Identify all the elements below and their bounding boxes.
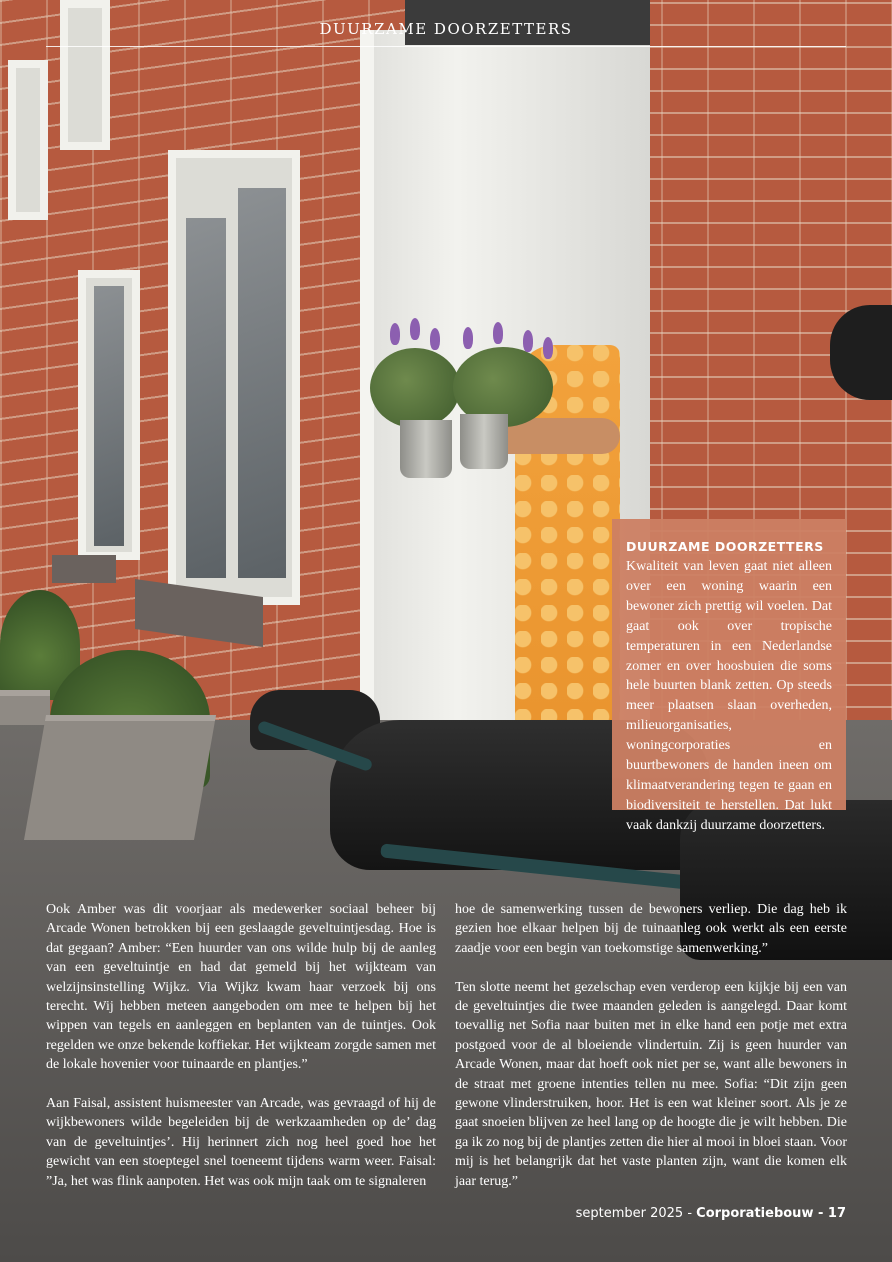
article-paragraph: hoe de samenwerking tussen de bewoners verliep. Die dag heb ik gezien hoe elkaar helpen bij de tuinaanleg ook werkt als een eerste zaadje voor een begin van toekomstige samenwerking.” xyxy=(455,902,847,956)
page-footer xyxy=(576,1206,846,1221)
article-paragraph: Ten slotte neemt het gezelschap even verderop een kijkje bij een van de geveltuintjes die twee maanden geleden is aangelegd. Daar komt toevallig net Sofia naar buiten met in elke hand een potje met extra postgoed voor de al bloeiende vlindertuin. Zij is geen huurder van Arcade Wonen, maar dat hoeft ook niet per se, want alle bewoners in de straat met groene intenties tellen nu mee. Sofia: “Dit zijn geen gewone vlinderstruiken, hoor. Het is een wat kleiner soort. Als je ze gaat snoeien blijven ze heel lang op de hoogte die je wilt hebben. Die ga ik zo nog bij de plantjes zetten die hier al mooi in bloei staan. Voor mij is het belangrijk dat het vaste planten zijn, want die komen elk jaar terug.” xyxy=(455,979,847,1189)
potted-plant-right xyxy=(448,322,558,477)
footer-magazine-name: Corporatiebouw xyxy=(696,1206,814,1221)
window-near xyxy=(168,150,300,605)
sidebar-title: DUURZAME DOORZETTERS xyxy=(626,539,824,554)
footer-page-separator: - xyxy=(813,1206,828,1221)
sidebar-box xyxy=(612,519,846,833)
planter-near xyxy=(24,715,216,840)
scooter-mirror xyxy=(830,305,892,400)
footer-separator: - xyxy=(683,1206,697,1221)
header-rule xyxy=(46,46,846,47)
page-number: 17 xyxy=(827,1206,846,1221)
article-paragraph: Aan Faisal, assistent huismeester van Arcade, was gevraagd of hij de wijkbewoners wilde begeleiden bij de werkzaamheden op de’ dag van de geveltuintjes’. Hij herinnert zich nog heel goed hoe het gewicht van een stoeptegel snel toeneemt tijdens warm weer. Faisal: ”Ja, het was flink aanpoten. Het was ook mijn taak om te signaleren xyxy=(46,1096,436,1189)
article-column-left xyxy=(46,900,436,1191)
article-column-right xyxy=(455,900,847,1191)
planter-far xyxy=(0,690,50,725)
window-far xyxy=(8,60,48,220)
running-head: DUURZAME DOORZETTERS xyxy=(319,20,573,38)
sidebar-text: Kwaliteit van leven gaat niet alleen over een woning waarin een bewoner zich prettig wil voelen. Dat gaat ook over tropische temperaturen in een Nederlandse zomer en over hoosbuien die soms hele buurten blank zetten. Op steeds meer plaatsen slaan overheden, milieuorganisaties, woningcorporaties en buurtbewoners de handen ineen om klimaatverandering tegen te gaan en biodiversiteit te herstellen. Dat lukt vaak dankzij duurzame doorzetters. xyxy=(626,559,832,833)
article-paragraph: Ook Amber was dit voorjaar als medewerker sociaal beheer bij Arcade Wonen betrokken bij een geslaagde geveltuintjesdag. Hoe is dat gegaan? Amber: “Een huurder van ons wilde hulp bij de aanleg van een geveltuintje en had dat gemeld bij het wijkteam van welzijnsinstelling Wijkz. Via Wijkz kwam haar verzoek bij ons terecht. Wij hebben meteen aangeboden om mee te helpen bij het wippen van tegels en aanleggen en beplanten van de tuintjes. Ook regelden we onze bekende koffiekar. Het wijkteam zorgde samen met de lokale hovenier voor tuinaarde en plantjes.” xyxy=(46,902,436,1073)
window-sill-2 xyxy=(52,555,116,583)
footer-date: september 2025 xyxy=(575,1206,684,1221)
window-middle xyxy=(78,270,140,560)
